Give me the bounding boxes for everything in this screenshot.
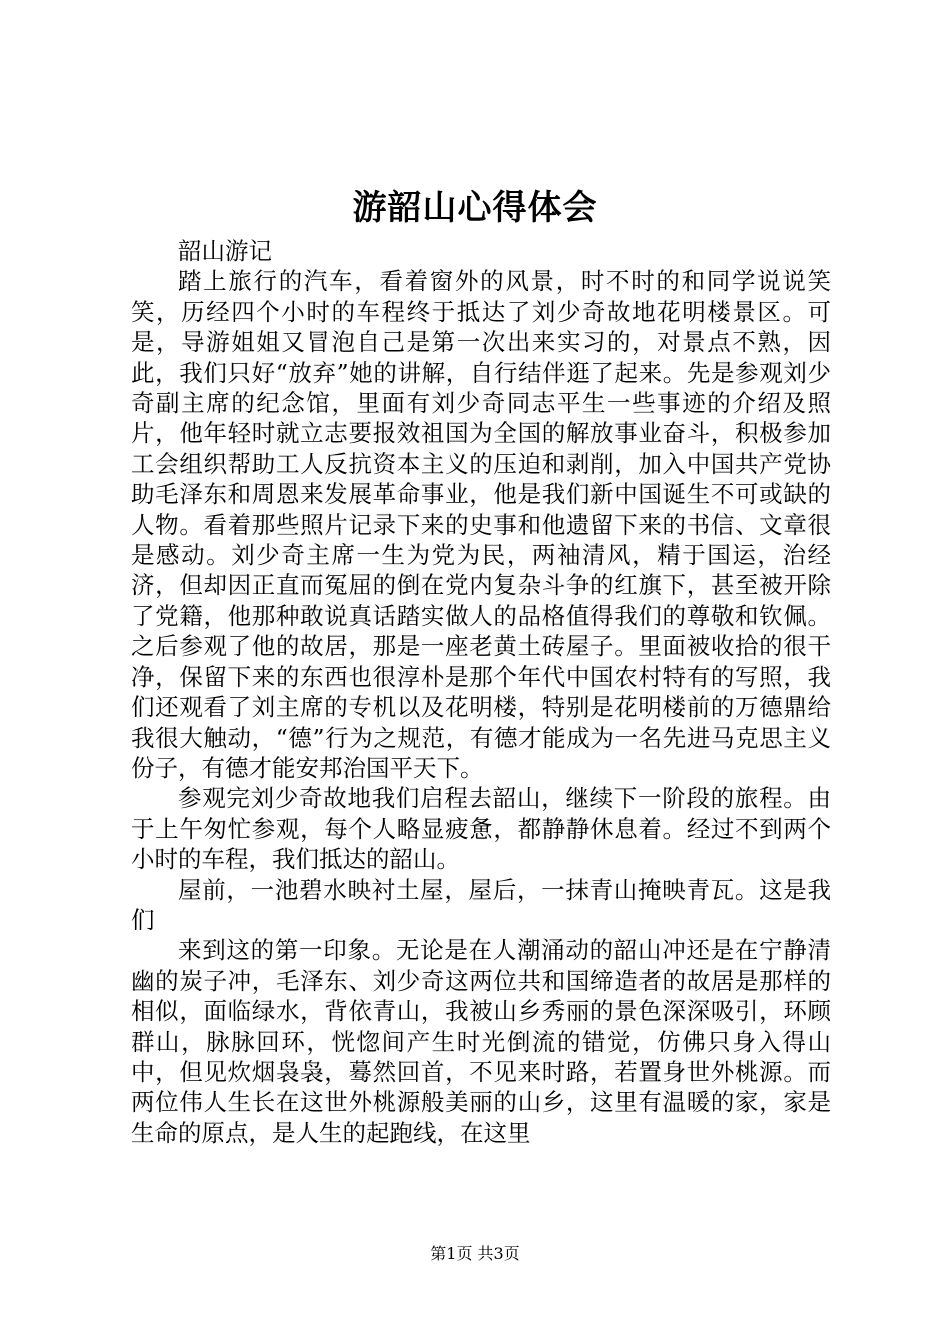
- body-paragraph: 屋前，一池碧水映衬土屋，屋后，一抹青山掩映青瓦。这是我们: [131, 875, 831, 934]
- document-title: 游韶山心得体会: [352, 188, 598, 228]
- body-paragraph: 参观完刘少奇故地我们启程去韶山，继续下一阶段的旅程。由于上午匆忙参观，每个人略显疲惫，都静静休息着。经过不到两个小时的车程，我们抵达的韶山。: [131, 784, 831, 874]
- subtitle-paragraph: 韶山游记: [178, 237, 272, 265]
- body-paragraph: 来到这的第一印象。无论是在人潮涌动的韶山冲还是在宁静清幽的炭子冲，毛泽东、刘少奇这两位共和国缔造者的故居是那样的相似，面临绿水，背依青山，我被山乡秀丽的景色深深吸引，环顾群山，脉脉回环，恍惚间产生时光倒流的错觉，仿佛只身入得山中，但见炊烟袅袅，蓦然回首，不见来时路，若置身世外桃源。而两位伟人生长在这世外桃源般美丽的山乡，这里有温暖的家，家是生命的原点，是人生的起跑线，在这里: [131, 936, 831, 1147]
- body-paragraph: 踏上旅行的汽车，看着窗外的风景，时不时的和同学说说笑笑，历经四个小时的车程终于抵达了刘少奇故地花明楼景区。可是，导游姐姐又冒泡自己是第一次出来实习的，对景点不熟，因此，我们只好“放弃”她的讲解，自行结伴逛了起来。先是参观刘少奇副主席的纪念馆，里面有刘少奇同志平生一些事迹的介绍及照片，他年轻时就立志要报效祖国为全国的解放事业奋斗，积极参加工会组织帮助工人反抗资本主义的压迫和剥削，加入中国共产党协助毛泽东和周恩来发展革命事业，他是我们新中国诞生不可或缺的人物。看着那些照片记录下来的史事和他遗留下来的书信、文章很是感动。刘少奇主席一生为党为民，两袖清风，精于国运，治经济，但却因正直而冤屈的倒在党内复杂斗争的红旗下，甚至被开除了党籍，他那种敢说真话踏实做人的品格值得我们的尊敬和钦佩。之后参观了他的故居，那是一座老黄土砖屋子。里面被收拾的很干净，保留下来的东西也很淳朴是那个年代中国农村特有的写照，我们还观看了刘主席的专机以及花明楼，特别是花明楼前的万德鼎给我很大触动，“德”行为之规范，有德才能成为一名先进马克思主义份子，有德才能安邦治国平天下。: [131, 267, 831, 782]
- page-footer: 第1页 共3页: [430, 1244, 520, 1263]
- document-body: [131, 236, 831, 1148]
